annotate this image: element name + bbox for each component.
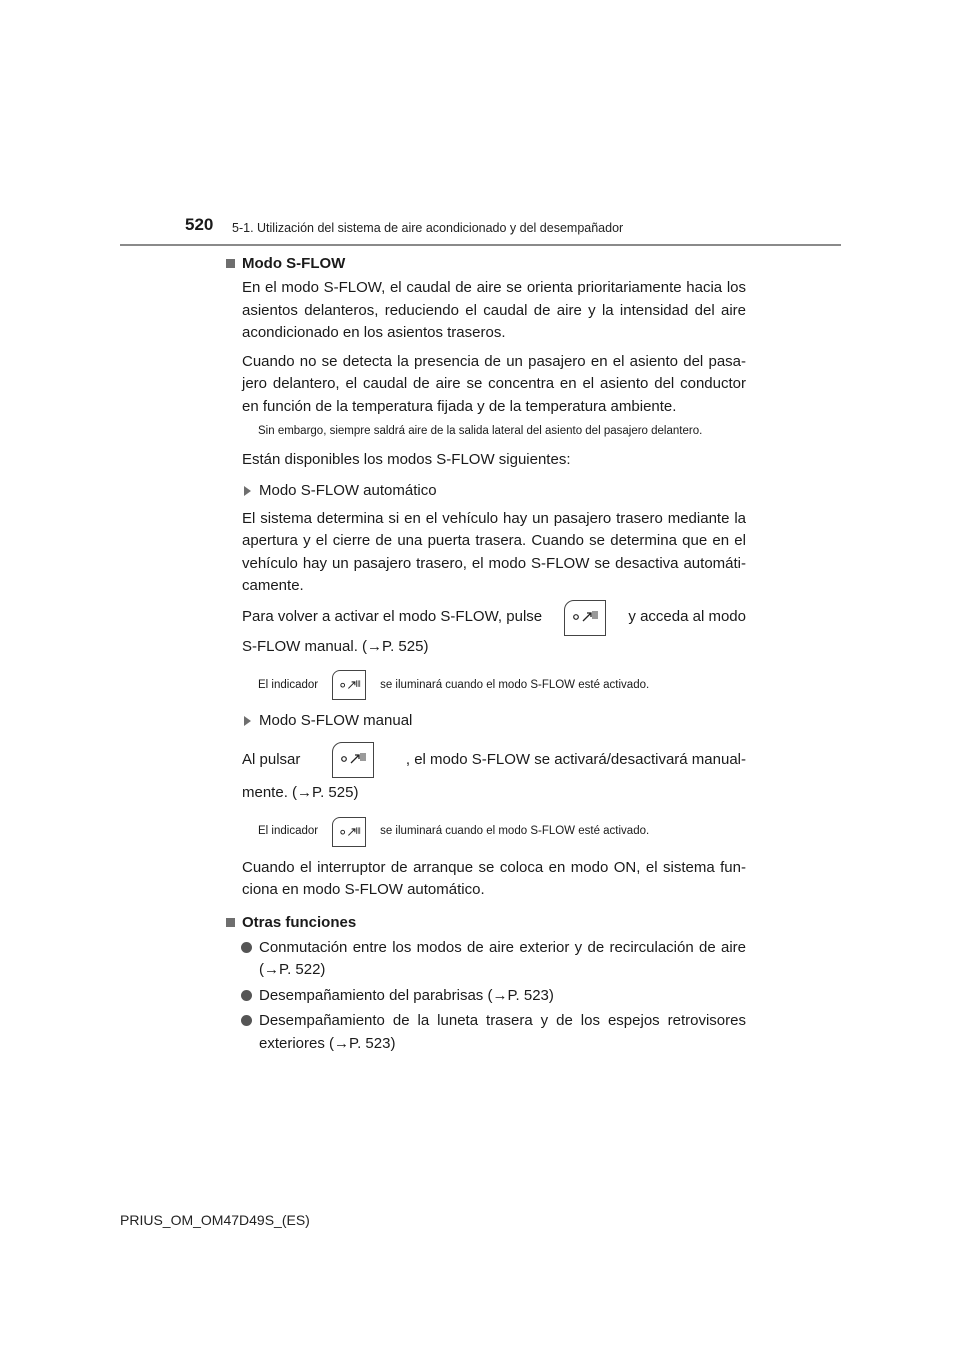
list-item: Desempañamiento de la luneta trasera y de los espejos retrovisores exteriores (→P. 523) — [224, 1010, 746, 1055]
sflow-default-paragraph: Cuando el interruptor de arranque se coloca en modo ON, el sistema fun-ciona en modo S-FLOW automático. — [242, 858, 746, 898]
square-bullet-icon — [226, 918, 235, 927]
bullet-icon — [241, 990, 252, 1001]
section-title: 5-1. Utilización del sistema de aire acondicionado y del desempañador — [232, 221, 624, 235]
auto-mode-title: Modo S-FLOW automático — [224, 480, 746, 502]
triangle-bullet-icon — [244, 486, 251, 496]
list-item: Desempañamiento del parabrisas (→P. 523) — [224, 985, 746, 1008]
list-item: Conmutación entre los modos de aire exterior y de recirculación de aire (→P. 522) — [224, 937, 746, 982]
manual-indicator-note: El indicador se iluminará cuando el modo S-FLOW esté activado. — [224, 817, 746, 847]
triangle-bullet-icon — [244, 716, 251, 726]
sflow-note: Sin embargo, siempre saldrá aire de la salida lateral del asiento del pasajero delantero. — [258, 425, 703, 437]
document-code: PRIUS_OM_OM47D49S_(ES) — [120, 1212, 310, 1228]
header-divider — [120, 244, 841, 246]
page-number: 520 — [185, 215, 214, 234]
s-flow-icon — [564, 600, 606, 636]
bullet-icon — [241, 942, 252, 953]
s-flow-indicator-icon — [332, 670, 366, 700]
sflow-heading: Modo S-FLOW — [224, 253, 746, 275]
other-functions-heading: Otras funciones — [224, 912, 746, 934]
page-content — [224, 253, 746, 1055]
s-flow-indicator-icon — [332, 817, 366, 847]
sflow-paragraph-1: En el modo S-FLOW, el caudal de aire se orienta prioritariamente hacia los asientos delanteros, reduciendo el caudal de aire y la intensidad del aire acondicionado en los asientos traseros. — [242, 279, 746, 341]
auto-indicator-note: El indicador se iluminará cuando el modo S-FLOW esté activado. — [224, 670, 746, 700]
sflow-modes-intro: Están disponibles los modos S-FLOW siguientes: — [242, 451, 571, 468]
sflow-paragraph-2: Cuando no se detecta la presencia de un pasajero en el asiento del pasa-jero delantero, el caudal de aire se concentra en el asiento del conductor en función de la temperatura fijada y de la temperatura ambiente. — [242, 352, 746, 415]
manual-mode-paragraph: Al pulsar , el modo S-FLOW se activará/desactivará manual- mente. (→P. 525) — [224, 742, 746, 805]
auto-mode-reactivate: Para volver a activar el modo S-FLOW, pulse y acceda al modo S-FLOW manual. (→P. 525) — [224, 600, 746, 659]
square-bullet-icon — [226, 259, 235, 268]
auto-mode-paragraph: El sistema determina si en el vehículo hay un pasajero trasero mediante la apertura y el cierre de una puerta trasera. Cuando se determina que en el vehículo hay un pasajero trasero, el modo S-FLOW se desactiva automáti-camente. — [242, 509, 746, 594]
s-flow-icon — [332, 742, 374, 778]
manual-mode-title: Modo S-FLOW manual — [224, 710, 746, 732]
bullet-icon — [241, 1015, 252, 1026]
